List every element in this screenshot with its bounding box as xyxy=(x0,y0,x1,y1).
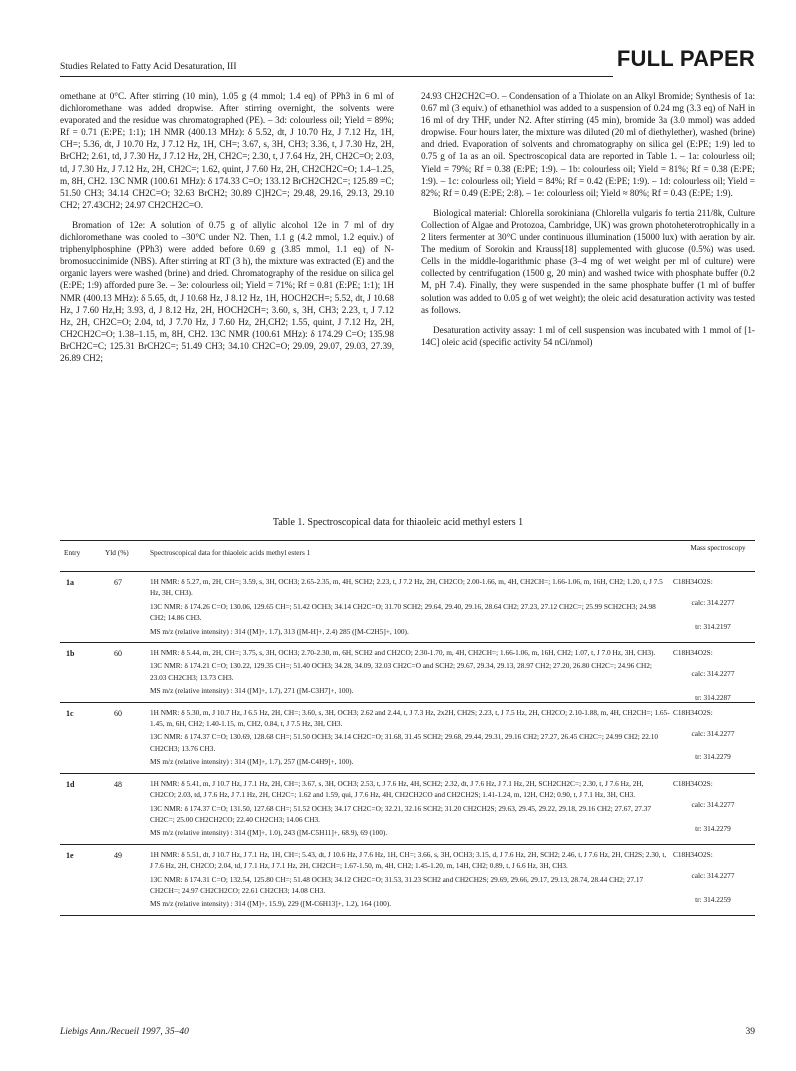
mass-column xyxy=(673,849,753,905)
paragraph: Biological material: Chlorella sorokiniana (Chlorella vulgaris fo tertia 211/8k, Culture Collection of Algae and Protozoa, Cambridge, UK) was grown photoheterotrophically in a 2 liters fermenter at 30°C under continuous illumination (15000 lux) with aeration by air. The medium of Sorokin and Krauss[18] supplemented with glucose (0.5%) was used. Cells in the middle-logarithmic phase (3–4 mg of wet weight per ml of culture) were collected by centrifugation (1500 g, 20 min) and washed twice with phosphate buffer (0.2 M, pH 7.4). Finally, they were suspended in the same phosphate buffer (1 ml of buffer solution was added to 0.05 g of wet weight); the oleic acid desaturation activity was tested as follows. xyxy=(421,207,755,315)
h-nmr: 1H NMR: δ 5.51, dt, J 10.7 Hz, J 7.1 Hz, 1H, CH=; 5.43, dt, J 10.6 Hz, J 7.6 Hz, 1H, CH=; 3.66, s, 3H, OCH3; 3.15, d, J 7.6 Hz, 2H, SCH2; 2.46, t, J 7.6 Hz, 2H, CH2S; 2.30, t, J 7.6 Hz, 2H, CH2CO; 2.04, td, J 7.1 Hz, J 7.1 Hz, 2H, CH2CH=; 1.67-1.50, m, 4H, CH2; 1.45-1.20, m, 14H, CH2; 0.89, t, J 6.6 Hz, 3H, CH3. xyxy=(150,849,667,871)
mass-spec: MS m/z (relative intensity) : 314 ([M]+, 1.7), 257 ([M-C4H9]+, 100). xyxy=(150,757,354,767)
data-table xyxy=(60,540,755,916)
section-label: FULL PAPER xyxy=(616,46,755,71)
h-nmr: 1H NMR: δ 5.27, m, 2H, CH=; 3.59, s, 3H, OCH3; 2.65-2.35, m, 4H, SCH2; 2.23, t, J 7.2 Hz, 2H, CH2CO; 2.00-1.66, m, 4H, CH2CH=; 1.66-1.06, m, 16H, CH2; 1.20, t, J 7.5 Hz, 3H, CH3). xyxy=(150,577,663,598)
spectro-data xyxy=(150,849,670,910)
entry-id: 1a xyxy=(66,578,74,587)
calc-value: calc: 314.2277 xyxy=(691,800,735,810)
mass-column xyxy=(673,707,753,763)
spectro-data xyxy=(150,576,670,637)
calc-value: calc: 314.2277 xyxy=(691,669,735,679)
page-number: 39 xyxy=(745,1027,755,1037)
entry-id: 1c xyxy=(66,708,74,718)
entry-id: 1d xyxy=(66,779,75,789)
c-nmr: 13C NMR: δ 174.21 C=O; 130.22, 129.35 CH=; 51.40 OCH3; 34.28, 34.09, 32.03 CH2C=O and SCH2; 29.67, 29.34, 29.13, 28.97 CH2; 27.20, 26.80 CH2C=; 24.96 CH2; 23.03 CH2CH3; 13.73 CH3. xyxy=(150,661,652,682)
paragraph: Desaturation activity assay: 1 ml of cell suspension was incubated with 1 mmol of [1-14C] oleic acid (specific activity 54 nCi/nmol) xyxy=(421,324,755,347)
spectro-data xyxy=(150,707,670,768)
spectro-data xyxy=(150,647,670,697)
yield-value: 67 xyxy=(114,578,122,587)
left-column xyxy=(60,90,394,372)
yield-value: 49 xyxy=(114,850,122,860)
table-row xyxy=(60,703,755,774)
header-entry: Entry xyxy=(64,548,81,557)
calc-value: calc: 314.2277 xyxy=(691,871,735,881)
mass-column xyxy=(673,576,753,632)
formula: C18H34O2S: xyxy=(673,707,713,717)
yield-value: 60 xyxy=(114,649,122,659)
mass-spec: MS m/z (relative intensity) : 314 ([M]+, 15.9), 229 ([M-C6H13]+, 1.2), 164 (100). xyxy=(150,899,392,909)
calc-value: calc: 314.2277 xyxy=(691,729,735,739)
found-value: tr: 314.2259 xyxy=(695,894,731,904)
header-rule xyxy=(60,76,613,77)
table-header xyxy=(60,540,755,572)
yield-value: 60 xyxy=(114,708,122,718)
running-title: Studies Related to Fatty Acid Desaturation, III xyxy=(60,62,237,72)
mass-column xyxy=(673,778,753,834)
header-yield: Yld (%) xyxy=(105,548,129,557)
found-value: tr: 314.2197 xyxy=(695,621,731,631)
spectro-data xyxy=(150,778,670,839)
entry-id: 1b xyxy=(66,649,75,659)
mass-column xyxy=(673,647,753,703)
c-nmr: 13C NMR: δ 174.26 C=O; 130.06, 129.65 CH=; 51.42 OCH3; 34.14 CH2C=O; 31.70 SCH2; 29.64, 29.40, 29.16, 28.64 CH2; 27.23, 27.12 CH2C=; 25.99 SCH2CH3; 24.98 CH2; 14.86 CH3. xyxy=(150,601,656,623)
formula: C18H34O2S: xyxy=(673,648,713,658)
h-nmr: 1H NMR: δ 5.30, m, J 10.7 Hz, J 6.5 Hz, 2H, CH=; 3.60, s, 3H, OCH3; 2.62 and 2.44, t, J 7.3 Hz, 2x2H, CH2S; 2.23, t, J 7.5 Hz, 2H, CH2CO; 2.10-1.88, m, 4H, CH2CH=; 1.65-1.45, m, 6H, CH2; 1.40-1.15, m, CH2, 0.84, t, J 7.5 Hz, 3H, CH3. xyxy=(150,707,670,729)
paragraph: omethane at 0°C. After stirring (10 min), 1.05 g (4 mmol; 1.4 eq) of PPh3 in 6 ml of dichloromethane was added dropwise. After stirring overnight, the solvents were evaporated and the residue was chromatographed (PE). – 3d: colourless oil; Yield = 89%; Rf = 0.71 (E:PE; 1:1); 1H NMR (400.13 MHz): δ 5.52, dt, J 10.70 Hz, J 7.12 Hz, 1H, CH=; 5.36, dt, J 10.70 Hz, J 7.12 Hz, 1H, CH=; 3.67, s, 3H, CH3; 3.36, t, J 7.30 Hz, 2H, BrCH2; 2.61, td, J 7.30 Hz, J 7.12 Hz, 2H, CH2C=; 2.30, t, J 7.64 Hz, 2H, CH2C=O; 2.03, td, J 7.30 Hz, J 7.12 Hz, 2H, CH2C=; 1.62, quint, J 7.60 Hz, 2H, CH2CH2C=O; 1.4–1.25, m, 8H, CH2. 13C NMR (100.61 MHz): δ 174.33 C=O; 133.12 BrCH2CH2C=; 125.89 =C; 51.50 CH3; 34.14 CH2C=O; 32.63 BrCH2; 30.89 C]H2C=; 29.48, 29.16, 29.13, 29.10 CH2; 27.43CH2; 24.97 CH2CH2C=O. xyxy=(60,91,394,210)
header-mass: Mass spectroscopy xyxy=(690,543,746,552)
h-nmr: 1H NMR: δ 5.44, m, 2H, CH=; 3.75, s, 3H, OCH3; 2.70-2.30, m, 6H, SCH2 and CH2CO; 2.30-1.70, m, 4H, CH2CH=; 1.66-1.06, m, 16H, CH2; 1.07, t, J 7.0 Hz, 3H, CH3). xyxy=(150,648,656,658)
yield-value: 48 xyxy=(114,779,122,789)
journal-citation: Liebigs Ann./Recueil 1997, 35–40 xyxy=(60,1027,189,1037)
c-nmr: 13C NMR: δ 174.37 C=O; 131.50, 127.68 CH=; 51.52 OCH3; 34.17 CH2C=O; 32.21, 32.16 SCH2; 31.20 CH2CH2S; 29.63, 29.45, 29.22, 29.18, 29.16 CH2; 27.67, 27.37 CH2C=; 25.00 CH2CH2CO; 22.40 CH2CH3; 14.06 CH3. xyxy=(150,803,652,824)
formula: C18H34O2S: xyxy=(673,778,713,788)
paragraph: Bromation of 12e: A solution of 0.75 g of allylic alcohol 12e in 7 ml of dry dichloromethane was cooled to –30°C under N2. Then, 1.1 g (4.2 mmol, 1.2 equiv.) of triphenylphosphine (PPh3) were added before 0.69 g (3.85 mmol, 1.1 eq) of N-bromosuccinimide (NBS). After stirring at RT (3 h), the mixture was extracted (E) and the organic layers were washed (brine) and dried. Chromatography of the residue on silica gel (E:PE; 1:9) afforded pure 3e. – 3e: colourless oil; Yield = 71%; Rf = 0.81 (E:PE; 1:1); 1H NMR (400.13 MHz): δ 5.65, dt, J 10.68 Hz, J 8.12 Hz, 1H, HOCH2CH=; 5.52, dt, J 10.68 Hz, J 7.60 Hz,H; 3.93, d, J 8.12 Hz, 2H, HOCH2CH=; 3.60, s, 3H, CH3; 2.23, t, J 7.12 Hz, 2H, CH2C=O; 2.04, td, J 7.70 Hz, J 7.60 Hz, 2H,CH2; 1.55, quint, J 7.12 Hz, 2H, CH2CH2C=O; 1.38–1.15, m, 8H, CH2. 13C NMR (100.61 MHz): δ 174.29 C=O; 135.98 BrCH2C=C; 125.31 BrCH2C=; 51.49 CH3; 34.10 CH2C=O; 29.09, 29.07, 29.03, 27.39, 26.89 CH2; xyxy=(60,219,394,363)
c-nmr: 13C NMR: δ 174.37 C=O; 130.69, 128.68 CH=; 51.50 OCH3; 34.14 CH2C=O; 31.68, 31.45 SCH2; 29.68, 29.44, 29.31, 29.16 CH2; 27.27, 26.45 CH2C=; 24.99 CH2; 22.10 CH2CH3; 13.76 CH3. xyxy=(150,732,659,753)
table-row xyxy=(60,572,755,643)
c-nmr: 13C NMR: δ 174.31 C=O; 132.54, 125.80 CH=; 51.48 OCH3; 34.12 CH2C=O; 31.53, 31.23 SCH2 and CH2CH2S; 29.69, 29.66, 29.17, 29.13, 28.74, 28.44 CH2; 27.17 CH2CH=; 24.97 CH2CH2CO; 22.61 CH2CH3; 14.08 CH3. xyxy=(150,874,644,895)
right-column xyxy=(421,90,755,356)
table-caption: Table 1. Spectroscopical data for thiaoleic acid methyl esters 1 xyxy=(272,517,524,528)
found-value: tr: 314.2279 xyxy=(695,823,731,833)
h-nmr: 1H NMR: δ 5.41, m, J 10.7 Hz, J 7.1 Hz, 2H, CH=; 3.67, s, 3H, OCH3; 2.53, t, J 7.6 Hz, 4H, SCH2; 2.32, dt, J 7.6 Hz, J 7.1 Hz, 2H, SCH2CH2C=; 2.30, t, J 7.6 Hz, 2H, CH2CO; 2.03, td, J 7.6 Hz, J 7.1 Hz, 2H, CH2C=; 1.62 and 1.59, qui, J 7.6 Hz, 4H, CH2CH2CO and CH2CH2S; 1.41-1.24, m, 12H, CH2; 0.90, t, J 7.1 Hz, 3H, CH3. xyxy=(150,778,644,800)
found-value: tr: 314.2287 xyxy=(695,692,731,702)
table-row xyxy=(60,643,755,703)
mass-spec: MS m/z (relative intensity) : 314 ([M]+, 1.0), 243 ([M-C5H11]+, 68.9), 69 (100). xyxy=(150,828,388,838)
mass-spec: MS m/z (relative intensity) : 314 ([M]+, 1.7), 313 ([M-H]+, 2.4) 285 ([M-C2H5]+, 100). xyxy=(150,626,409,636)
table-row xyxy=(60,774,755,845)
found-value: tr: 314.2279 xyxy=(695,752,731,762)
mass-spec: MS m/z (relative intensity) : 314 ([M]+, 1.7), 271 ([M-C3H7]+, 100). xyxy=(150,686,354,696)
entry-id: 1e xyxy=(66,850,74,860)
header-spectroscopy: Spectroscopical data for thiaoleic acids methyl esters 1 xyxy=(150,548,311,557)
formula: C18H34O2S: xyxy=(673,577,713,586)
table-row xyxy=(60,845,755,916)
calc-value: calc: 314.2277 xyxy=(691,598,735,608)
formula: C18H34O2S: xyxy=(673,849,713,859)
paragraph: 24.93 CH2CH2C=O. – Condensation of a Thiolate on an Alkyl Bromide; Synthesis of 1a: 0.67 ml (3 equiv.) of ethanethiol was added to a suspension of 0.24 mg (3.3 eq) of NaH in 16 ml of dry THF, under N2. After stirring (45 min), bromide 3a (3.0 mmol) was added dropwise. Four hours later, the mixture was diluted (20 ml of diethylether), washed (brine) and dried. Evaporation of solvents and chromatography on silica gel (E:PE; 1:9) led to 0.75 g of 1a as an oil. Spectroscopical data are reported in Table 1. – 1a: colourless oil; Yield = 79%; Rf = 0.38 (E:PE; 1:9). – 1b: colourless oil; Yield = 81%; Rf = 0.38 (E:PE; 1:9). – 1c: colourless oil; Yield = 84%; Rf = 0.42 (E:PE; 1:9). – 1d: colourless oil; Yield = 82%; Rf = 0.49 (E:PE; 2:8). – 1e: colourless oil; Yield ≈ 80%; Rf = 0.43 (E:PE; 1:9). xyxy=(421,91,755,198)
page-header xyxy=(60,46,755,78)
